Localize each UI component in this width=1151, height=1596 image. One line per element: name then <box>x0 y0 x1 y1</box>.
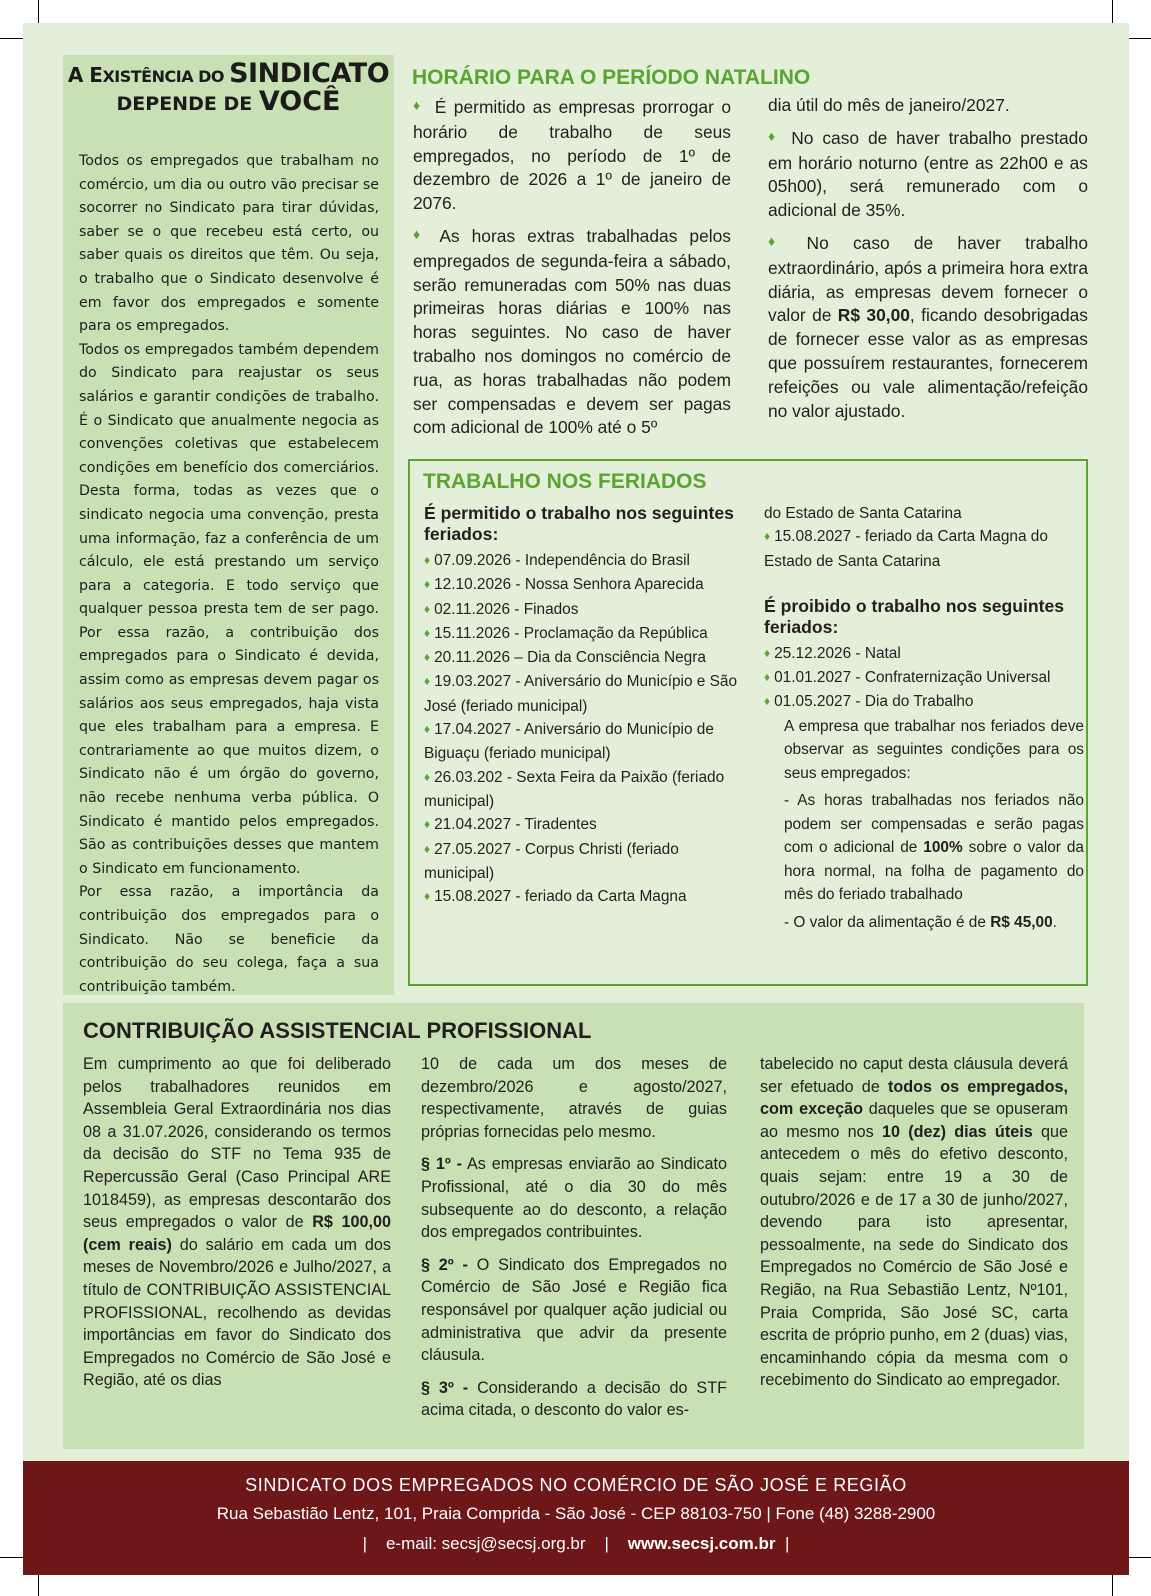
holiday-item: ♦ 21.04.2027 - Tiradentes <box>424 816 597 834</box>
holiday-item: ♦ 25.12.2026 - Natal <box>764 644 901 662</box>
diamond-bullet-icon: ♦ <box>764 529 771 544</box>
diamond-bullet-icon: ♦ <box>424 577 431 592</box>
feriados-conditions: A empresa que trabalhar nos feriados deve observar as seguintes condições para os seus empregados: - As horas trabalhadas nos feriados não podem ser compensadas e serão pagas com o adicional de 100% sobre o valor da hora normal, na folha de pagamento do mês do feriado trabalhado - O valor da alimentação é de R$ 45,00. <box>784 717 1084 931</box>
diamond-bullet-icon: ♦ <box>413 225 428 242</box>
permitido-title: É permitido o trabalho nos seguintes feriados: <box>424 503 734 544</box>
diamond-bullet-icon: ♦ <box>764 694 771 709</box>
contribuicao-column-2: 10 de cada um dos meses de dezembro/2026 e agosto/2027, respectivamente, através de guias próprias fornecidas pelo mesmo. § 1º - As empresas enviarão ao Sindicato Profissional, até o dia 30 do mês subsequente ao do desconto, a relação dos empregados contribuintes. § 2º - O Sindicato dos Empregados no Comércio de São José e Região fica responsável por qualquer ação judicial ou administrativa que advir da presente cláusula. § 3º - Considerando a decisão do STF acima citada, o desconto do valor es- <box>421 1055 727 1420</box>
crop-mark <box>1127 38 1151 39</box>
sidebar-paragraph: Por essa razão, a importância da contribuição dos empregados para o Sindicato. Não se beneficie da contribuição do seu colega, faça a sua contribuição também. <box>79 884 379 995</box>
crop-mark <box>0 38 24 39</box>
proibido-title: É proibido o trabalho nos seguintes feriados: <box>764 595 1065 637</box>
section-title-feriados: TRABALHO NOS FERIADOS <box>423 470 707 493</box>
horario-column-2: dia útil do mês de janeiro/2027. ♦ No caso de haver trabalho prestado em horário noturno (entre as 22h00 e as 05h00), será remunerado com o adicional de 35%. ♦ No caso de haver trabalho extraordinário, após a primeira hora extra diária, as empresas devem fornecer o valor de R$ 30,00, ficando desobrigadas de fornecer esse valor as as empresas que possuírem restaurantes, fornecerem refeições ou vale alimentação/refeição no valor ajustado. <box>768 95 1088 421</box>
footer <box>23 1461 1129 1575</box>
holiday-item: ♦ 27.05.2027 - Corpus Christi (feriado municipal) <box>424 840 679 882</box>
contribuicao-column-1: Em cumprimento ao que foi deliberado pelos trabalhadores reunidos em Assembleia Geral Extraordinária nos dias 08 a 31.07.2026, considerando os termos da decisão do STF no Tema 935 de Repercussão Geral (Caso Principal ARE 1018459), as empresas descontarão dos seus empregados o valor de R$ 100,00 (cem reais) do salário em cada um dos meses de Novembro/2026 e Julho/2027, a título de CONTRIBUIÇÃO ASSISTENCIAL PROFISSIONAL, recolhendo as devidas importâncias em favor do Sindicato dos Empregados no Comércio de São José e Região, até os dias <box>83 1055 392 1390</box>
sidebar-title: A EXISTÊNCIA DO SINDICATO DEPENDE DE VOCÊ <box>67 58 390 118</box>
holiday-item: ♦ 02.11.2026 - Finados <box>424 600 579 618</box>
sidebar-paragraph: Todos os empregados também dependem do Sindicato para reajustar os seus salários e garantir condições de trabalho. É o Sindicato que anualmente negocia as convenções coletivas que estabelecem condições em benefício dos comerciários. Desta forma, todas as vezes que o sindicato negocia uma convenção, presta uma informação, faz a conferência de um cálculo, ele está prestando um serviço para a categoria. E todo serviço que qualquer pessoa presta tem de ser pago. Por essa razão, a contribuição dos empregados para o Sindicato é devida, assim como as empresas devem pagar os salários aos seus empregados, haja vista que eles trabalham para a empresa. E contrariamente ao que muitos dizem, o Sindicato não é um órgão do governo, não recebe nenhuma verba pública. O Sindicato é mantido pelos empregados. São as contribuições desses que mantem o Sindicato em funcionamento. <box>79 341 379 877</box>
diamond-bullet-icon: ♦ <box>424 841 431 856</box>
permitido-list <box>424 549 746 909</box>
crop-mark <box>38 0 39 24</box>
crop-mark <box>1112 0 1113 24</box>
holiday-item: ♦ 26.03.202 - Sexta Feira da Paixão (feriado municipal) <box>424 768 725 810</box>
footer-website-link[interactable]: www.secsj.com.br <box>627 1534 776 1553</box>
diamond-bullet-icon: ♦ <box>764 645 771 660</box>
holiday-item: ♦ 12.10.2026 - Nossa Senhora Aparecida <box>424 576 704 594</box>
section-title-horario: HORÁRIO PARA O PERÍODO NATALINO <box>412 66 811 89</box>
feriados-column-2: do Estado de Santa Catarina ♦ 15.08.2027 - feriado da Carta Magna do Estado de Santa Catarina É proibido o trabalho nos seguintes feriados: ♦ 25.12.2026 - Natal ♦ 01.01.2027 - Confraternização Universal ♦ 01.05.2027 - Dia do Trabalho A empresa que trabalhar nos feriados deve observar as seguintes condições para os seus empregados: - As horas trabalhadas nos feriados não podem ser compensadas e serão pagas com o adicional de 100% sobre o valor da hora normal, na folha de pagamento do mês do feriado trabalhado - O valor da alimentação é de R$ 45,00. <box>764 502 1084 938</box>
footer-contacts: | e-mail: secsj@secsj.org.br | www.secsj.com.br | <box>362 1534 790 1553</box>
footer-email-link[interactable]: e-mail: secsj@secsj.org.br <box>385 1534 586 1553</box>
holiday-item: ♦ 20.11.2026 – Dia da Consciência Negra <box>424 649 706 667</box>
horario-column-1: ♦ É permitido as empresas prorrogar o horário de trabalho de seus empregados, no período de 1º de dezembro de 2026 a 1º de janeiro de 2076. ♦ As horas extras trabalhadas pelos empregados de segunda-feira a sábado, serão remuneradas com 50% nas duas primeiras horas diárias e 100% nas horas seguintes. No caso de haver trabalho nos domingos no comércio de rua, as horas trabalhadas não podem ser compensadas e devem ser pagas com adicional de 100% até o 5º <box>413 97 732 438</box>
diamond-bullet-icon: ♦ <box>424 601 431 616</box>
contribuicao-column-3: tabelecido no caput desta cláusula deverá ser efetuado de todos os empregados, com exceção daqueles que se opuseram ao mesmo nos 10 (dez) dias úteis que antecedem o mês do efetivo desconto, quais sejam: entre 19 a 30 de outubro/2026 e de 17 a 30 de junho/2027, devendo para isto apresentar, pessoalmente, na sede do Sindicato dos Empregados no Comércio de São José e Região, na Rua Sebastião Lentz, Nº101, Praia Comprida, São José SC, carta escrita de próprio punho, em 2 (duas) vias, encaminhando cópia da mesma com o recebimento do Sindicato ao empregador. <box>760 1055 1068 1390</box>
footer-org-name: SINDICATO DOS EMPREGADOS NO COMÉRCIO DE SÃO JOSÉ E REGIÃO <box>245 1475 907 1495</box>
diamond-bullet-icon: ♦ <box>424 674 431 689</box>
diamond-bullet-icon: ♦ <box>413 97 423 113</box>
holiday-item: ♦ 15.08.2027 - feriado da Carta Magna <box>424 888 687 906</box>
diamond-bullet-icon: ♦ <box>768 232 795 249</box>
holiday-item: ♦ 01.05.2027 - Dia do Trabalho <box>764 693 974 711</box>
diamond-bullet-icon: ♦ <box>424 889 431 904</box>
feriados-column-1 <box>424 503 746 909</box>
diamond-bullet-icon: ♦ <box>424 625 431 640</box>
holiday-item: ♦ 17.04.2027 - Aniversário do Município de Biguaçu (feriado municipal) <box>424 721 714 763</box>
footer-address: Rua Sebastião Lentz, 101, Praia Comprida - São José - CEP 88103-750 | Fone (48) 3288-2900 <box>216 1504 936 1523</box>
diamond-bullet-icon: ♦ <box>424 769 431 784</box>
sidebar-paragraph: Todos os empregados que trabalham no comércio, um dia ou outro vão precisar se socorrer no Sindicato para tirar dúvidas, saber se o que recebeu está certo, ou saber quais os direitos que têm. Ou seja, o trabalho que o Sindicato desenvolve é em favor dos empregados e somente para os empregados. <box>79 153 379 335</box>
holiday-item: ♦ 15.11.2026 - Proclamação da República <box>424 624 708 642</box>
crop-mark <box>38 1572 39 1596</box>
section-title-contribuicao: CONTRIBUIÇÃO ASSISTENCIAL PROFISSIONAL <box>83 1018 592 1043</box>
crop-mark <box>1127 1557 1151 1558</box>
holiday-item: ♦ 01.01.2027 - Confraternização Universal <box>764 669 1051 687</box>
sidebar-text <box>79 150 379 999</box>
diamond-bullet-icon: ♦ <box>764 670 771 685</box>
diamond-bullet-icon: ♦ <box>424 553 431 567</box>
proibido-list <box>764 642 1084 715</box>
diamond-bullet-icon: ♦ <box>424 722 431 737</box>
crop-mark <box>1112 1572 1113 1596</box>
diamond-bullet-icon: ♦ <box>424 817 431 832</box>
crop-mark <box>0 1557 24 1558</box>
diamond-bullet-icon: ♦ <box>768 127 780 144</box>
holiday-item: ♦ 07.09.2026 - Independência do Brasil <box>424 552 690 569</box>
holiday-item: ♦ 19.03.2027 - Aniversário do Município e São José (feriado municipal) <box>424 673 737 715</box>
diamond-bullet-icon: ♦ <box>424 650 431 665</box>
